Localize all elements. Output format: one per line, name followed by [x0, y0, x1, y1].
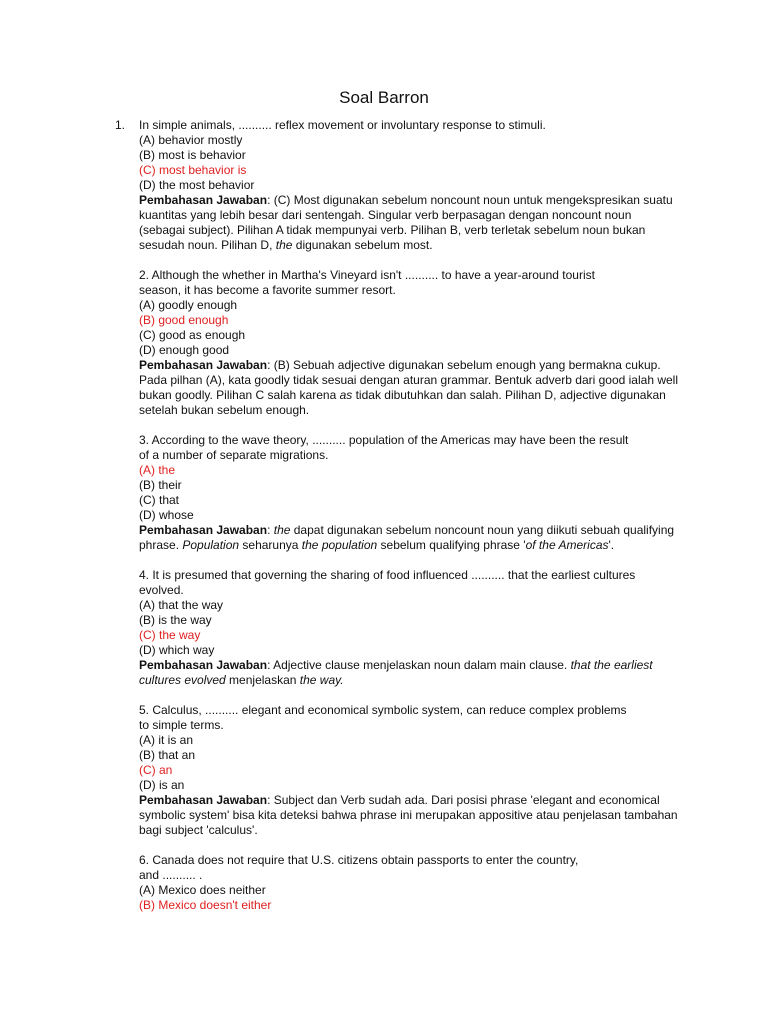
question-4-option-a: (A) that the way	[139, 598, 224, 612]
explanation-text: :	[267, 523, 274, 537]
explanation-label: Pembahasan Jawaban	[139, 523, 268, 537]
question-4-option-b: (B) is the way	[139, 613, 212, 627]
question-3-option-d: (D) whose	[139, 508, 194, 522]
question-5	[139, 703, 679, 838]
question-1-option-a: (A) behavior mostly	[139, 133, 243, 147]
question-3-option-c: (C) that	[139, 493, 180, 507]
explanation-label: Pembahasan Jawaban	[139, 358, 268, 372]
question-2-option-b-correct: (B) good enough	[139, 313, 229, 327]
document-content	[0, 118, 768, 928]
question-4-option-d: (D) which way	[139, 643, 215, 657]
question-4-option-c-correct: (C) the way	[139, 628, 201, 642]
explanation-italic: of the Americas	[525, 538, 609, 552]
explanation-text: : (C) Most digunakan sebelum noncount noun untuk mengekspresikan suatu kuantitas yang lebih besar dari sentengah. Singular verb berpasagan dengan noncount noun (sebagai subject). Pilihan A tidak mempunyai verb. Pilihan B, verb terletak sebelum noun bukan sesudah noun. Pilihan D,	[139, 193, 673, 252]
explanation-italic: Population	[182, 538, 240, 552]
question-2-option-a: (A) goodly enough	[139, 298, 238, 312]
explanation-italic: the	[273, 523, 291, 537]
explanation-text: tidak dibutuhkan dan salah. Pilihan D, adjective digunakan setelah bukan sebelum enough.	[139, 388, 666, 417]
question-2-option-c: (C) good as enough	[139, 328, 246, 342]
explanation-text: digunakan sebelum most.	[292, 238, 433, 252]
question-1-option-c-correct: (C) most behavior is	[139, 163, 247, 177]
explanation-italic: that the earliest cultures evolved	[139, 658, 653, 687]
question-5-option-c-correct: (C) an	[139, 763, 173, 777]
question-1	[115, 118, 679, 253]
question-2-option-d: (D) enough good	[139, 343, 230, 357]
question-3-explanation	[139, 523, 679, 553]
explanation-text: '.	[608, 538, 615, 552]
question-6-text-line-1: 6. Canada does not require that U.S. citizens obtain passports to enter the country,	[139, 853, 579, 867]
explanation-italic: the	[275, 238, 293, 252]
explanation-label: Pembahasan Jawaban	[139, 793, 268, 807]
question-5-option-b: (B) that an	[139, 748, 196, 762]
explanation-label: Pembahasan Jawaban	[139, 658, 268, 672]
question-3	[139, 433, 679, 553]
question-5-option-d: (D) is an	[139, 778, 185, 792]
explanation-text: : (B) Sebuah adjective digunakan sebelum enough yang bermakna cukup. Pada pilhan (A), kata goodly tidak sesuai dengan aturan grammar. Bentuk adverb dari good ialah well bukan goodly. Pilihan C salah karena	[139, 358, 678, 402]
question-1-explanation	[139, 193, 679, 253]
question-4-text-line-2: evolved.	[139, 583, 184, 597]
question-5-text-line-2: to simple terms.	[139, 718, 224, 732]
explanation-text: menjelaskan	[225, 673, 300, 687]
explanation-italic: the way.	[299, 673, 344, 687]
question-6-option-b-correct: (B) Mexico doesn't either	[139, 898, 272, 912]
question-3-text-line-1: 3. According to the wave theory, .......... population of the Americas may have been the result	[139, 433, 629, 447]
question-6-option-a: (A) Mexico does neither	[139, 883, 266, 897]
question-2-text-line-1: 2. Although the whether in Martha's Vineyard isn't .......... to have a year-around tourist	[139, 268, 595, 282]
explanation-italic: as	[339, 388, 353, 402]
question-5-text-line-1: 5. Calculus, .......... elegant and economical symbolic system, can reduce complex problems	[139, 703, 627, 717]
explanation-label: Pembahasan Jawaban	[139, 193, 268, 207]
question-5-explanation	[139, 793, 679, 838]
question-1-text: In simple animals, .......... reflex movement or involuntary response to stimuli.	[139, 118, 546, 132]
question-2	[139, 268, 679, 418]
explanation-text: dapat digunakan sebelum noncount noun yang diikuti sebuah qualifying phrase.	[139, 523, 675, 552]
explanation-italic: the population	[301, 538, 378, 552]
question-1-number: 1.	[115, 118, 126, 132]
question-3-text-line-2: of a number of separate migrations.	[139, 448, 329, 462]
document-title: Soal Barron	[339, 88, 429, 107]
question-4-explanation	[139, 658, 679, 688]
question-4-text-line-1: 4. It is presumed that governing the sharing of food influenced .......... that the earliest cultures	[139, 568, 636, 582]
explanation-text: : Subject dan Verb sudah ada. Dari posisi phrase 'elegant and economical symbolic system' bisa kita deteksi bahwa phrase ini merupakan appositive atau penjelasan tambahan bagi subject 'calculus'.	[139, 793, 678, 837]
question-5-option-a: (A) it is an	[139, 733, 194, 747]
explanation-text: seharunya	[239, 538, 302, 552]
explanation-text: : Adjective clause menjelaskan noun dalam main clause.	[267, 658, 571, 672]
question-3-option-b: (B) their	[139, 478, 182, 492]
question-2-explanation	[139, 358, 679, 418]
question-6	[139, 853, 679, 913]
question-6-text-line-2: and .......... .	[139, 868, 203, 882]
question-3-option-a-correct: (A) the	[139, 463, 176, 477]
question-4	[139, 568, 679, 688]
explanation-text: sebelum qualifying phrase '	[377, 538, 526, 552]
question-2-text-line-2: season, it has become a favorite summer resort.	[139, 283, 396, 297]
question-1-option-d: (D) the most behavior	[139, 178, 255, 192]
question-1-option-b: (B) most is behavior	[139, 148, 246, 162]
